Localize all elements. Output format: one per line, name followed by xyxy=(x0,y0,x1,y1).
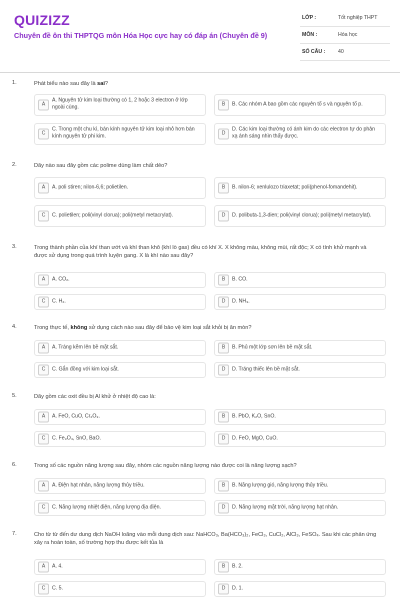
question-text: Trong số các nguồn năng lượng sau đây, nhóm các nguồn năng lượng nào được coi là năng lượng sạch? xyxy=(34,463,297,469)
option-text: B. Phủ một lớp sơn lên bề mặt sắt. xyxy=(232,344,313,351)
option-letter: D xyxy=(218,365,229,376)
option-letter: D xyxy=(218,434,229,445)
question-text-emphasis: không xyxy=(70,325,88,331)
option-letter: C xyxy=(38,434,49,445)
question-text-part: ? xyxy=(104,81,109,87)
option-text: D. Năng lượng mặt trời, năng lượng hạt nhân. xyxy=(232,504,339,511)
option-c[interactable] xyxy=(34,431,206,447)
option-text: A. CO₂. xyxy=(52,276,70,283)
option-text: D. Tráng thiếc lên bề mặt sắt. xyxy=(232,366,300,373)
header xyxy=(0,0,400,66)
meta-value: Hóa học xyxy=(338,32,358,38)
option-letter: A xyxy=(38,412,49,423)
meta-label: SỐ CÂU : xyxy=(302,49,326,55)
option-text: C. H₂. xyxy=(52,298,66,305)
option-text: D. FeO, MgO, CuO. xyxy=(232,435,278,442)
option-d[interactable] xyxy=(214,500,386,516)
option-text: A. Điện hạt nhân, năng lượng thủy triều. xyxy=(52,482,145,489)
option-letter: C xyxy=(38,503,49,514)
question-text-part: sử dụng cách nào sau đây để bảo vệ kim loại sắt khỏi bị ăn mòn? xyxy=(87,325,252,331)
option-text: A. 4. xyxy=(52,563,63,570)
question-number: 1. xyxy=(12,80,17,86)
option-text: A. Nguyên tử kim loại thường có 1, 2 hoặc 3 electron ở lớp ngoài cùng. xyxy=(52,97,188,111)
option-text: A. Tráng kẽm lên bề mặt sắt. xyxy=(52,344,119,351)
option-text: B. PbO, K₂O, SnO. xyxy=(232,413,276,420)
question-number: 7. xyxy=(12,531,17,537)
meta-row-class xyxy=(300,10,390,27)
option-text: C. Gắn đồng với kim loại sắt. xyxy=(52,366,119,373)
option-letter: A xyxy=(38,275,49,286)
meta-value: 40 xyxy=(338,49,344,55)
option-text: C. polietilen; poli(vinyl clorua); poli(metyl metacrylat). xyxy=(52,212,174,219)
option-a[interactable] xyxy=(34,409,206,425)
option-a[interactable] xyxy=(34,272,206,288)
option-b[interactable] xyxy=(214,559,386,575)
document-title: Chuyên đề ôn thi THPTQG môn Hóa Học cực hay có đáp án (Chuyên đề 9) xyxy=(14,31,268,40)
option-text: D. 1. xyxy=(232,585,243,592)
quizizz-logo: QUIZIZZ xyxy=(14,12,70,28)
option-text: B. Năng lượng gió, năng lượng thủy triều. xyxy=(232,482,329,489)
option-b[interactable] xyxy=(214,478,386,494)
question-text xyxy=(34,324,379,332)
option-letter: B xyxy=(218,562,229,573)
option-text: C. Năng lượng nhiệt điện, năng lượng địa điện. xyxy=(52,504,161,511)
option-a[interactable] xyxy=(34,94,206,116)
option-letter: A xyxy=(38,183,49,194)
option-text: D. NH₃. xyxy=(232,298,250,305)
option-letter: C xyxy=(38,297,49,308)
header-divider xyxy=(0,72,400,73)
option-letter: D xyxy=(218,584,229,595)
question-number: 4. xyxy=(12,324,17,330)
option-letter: C xyxy=(38,211,49,222)
option-letter: D xyxy=(218,297,229,308)
option-text: B. Các nhóm A bao gồm các nguyên tố s và nguyên tố p. xyxy=(232,101,363,108)
option-text: D. Các kim loại thường có ánh kim do các electron tự do phản xạ ánh sáng nhìn thấy được. xyxy=(232,126,375,140)
option-letter: B xyxy=(218,183,229,194)
option-text: C. 5. xyxy=(52,585,63,592)
option-text: B. nilon-6; xenlulozo triaxetat; poli(phenol-fomandehit). xyxy=(232,184,358,191)
question-number: 3. xyxy=(12,244,17,250)
option-text: C. Trong một chu kì, bán kính nguyên tử kim loại nhỏ hơn bán kính nguyên tử phi kim. xyxy=(52,126,195,140)
option-c[interactable] xyxy=(34,123,206,145)
option-c[interactable] xyxy=(34,294,206,310)
question-number: 2. xyxy=(12,162,17,168)
option-letter: A xyxy=(38,562,49,573)
meta-row-count xyxy=(300,44,390,61)
option-d[interactable] xyxy=(214,581,386,597)
option-text: B. 2. xyxy=(232,563,243,570)
option-letter: B xyxy=(218,275,229,286)
option-c[interactable] xyxy=(34,205,206,227)
option-text: B. CO. xyxy=(232,276,248,283)
option-letter: B xyxy=(218,100,229,111)
question-text: Trong thành phần của khí than ướt và khí than khô (khí lò gas) đều có khí X. X không màu, không mùi, rất độc; X có tính khử mạnh và được sử dụng trong quá trình luyện gang. X là khí nào sau đây? xyxy=(34,245,367,260)
option-d[interactable] xyxy=(214,205,386,227)
option-text: A. FeO, CuO, Cr₂O₃. xyxy=(52,413,100,420)
option-letter: C xyxy=(38,365,49,376)
meta-label: MÔN : xyxy=(302,32,318,38)
option-b[interactable] xyxy=(214,409,386,425)
option-c[interactable] xyxy=(34,362,206,378)
option-d[interactable] xyxy=(214,123,386,145)
option-text: C. Fe₃O₄, SnO, BaO. xyxy=(52,435,101,442)
option-letter: A xyxy=(38,481,49,492)
option-b[interactable] xyxy=(214,177,386,199)
option-letter: B xyxy=(218,343,229,354)
meta-row-subject xyxy=(300,27,390,44)
option-d[interactable] xyxy=(214,294,386,310)
option-b[interactable] xyxy=(214,94,386,116)
meta-table xyxy=(300,10,390,61)
option-letter: D xyxy=(218,503,229,514)
question-text-part: Phát biểu nào sau đây là xyxy=(34,81,98,87)
option-text: A. poli stiren; nilon-6,6; polietilen. xyxy=(52,184,129,191)
question-text-emphasis: sai xyxy=(97,81,105,87)
option-letter: A xyxy=(38,100,49,111)
option-letter: B xyxy=(218,412,229,423)
option-a[interactable] xyxy=(34,478,206,494)
option-letter: C xyxy=(38,584,49,595)
question-text: Cho từ từ đến dư dung dịch NaOH loãng vào mỗi dung dịch sau: NaHCO₃, Ba(HCO₃)₂, FeCl₃, CuCl₂, AlCl₃, FeSO₄. Sau khi các phản ứng xảy ra hoàn toàn, số trường hợp thu được kết tủa là xyxy=(34,532,377,547)
question-number: 6. xyxy=(12,462,17,468)
meta-label: LỚP : xyxy=(302,15,317,21)
option-c[interactable] xyxy=(34,581,206,597)
option-letter: A xyxy=(38,343,49,354)
question-text: Dãy nào sau đây gồm các polime dùng làm chất dẻo? xyxy=(34,163,168,169)
option-d[interactable] xyxy=(214,362,386,378)
meta-value: Tốt nghiệp THPT xyxy=(338,15,378,21)
option-b[interactable] xyxy=(214,272,386,288)
option-c[interactable] xyxy=(34,500,206,516)
option-a[interactable] xyxy=(34,559,206,575)
option-b[interactable] xyxy=(214,340,386,356)
option-letter: D xyxy=(218,129,229,140)
option-d[interactable] xyxy=(214,431,386,447)
option-a[interactable] xyxy=(34,177,206,199)
option-letter: D xyxy=(218,211,229,222)
option-text: D. polibuta-1,3-dien; poli(vinyl clorua); poli(metyl metacrylat). xyxy=(232,212,372,219)
question-number: 5. xyxy=(12,393,17,399)
option-a[interactable] xyxy=(34,340,206,356)
option-letter: C xyxy=(38,129,49,140)
question-text-part: Trong thực tế, xyxy=(34,325,71,331)
option-letter: B xyxy=(218,481,229,492)
question-text: Dãy gồm các oxit đều bị Al khử ở nhiệt độ cao là: xyxy=(34,394,156,400)
question-text xyxy=(34,80,379,88)
